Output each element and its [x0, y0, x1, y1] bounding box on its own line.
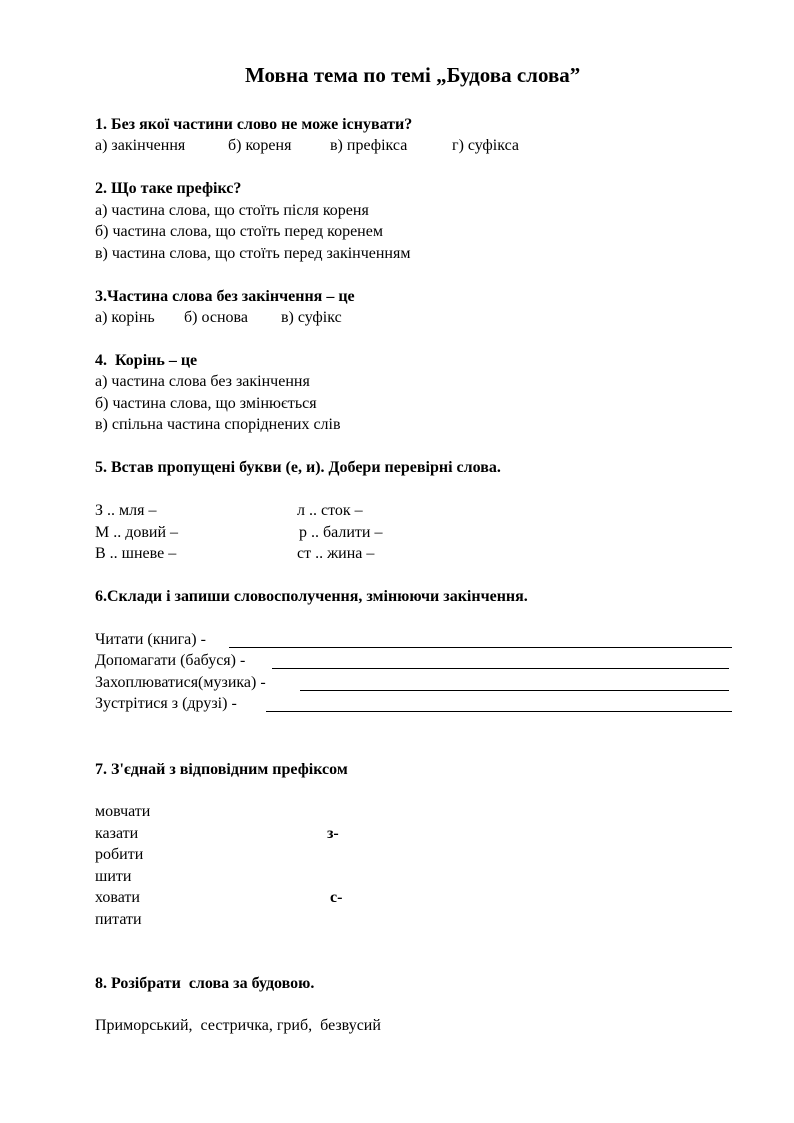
q1-option-b: б) кореня [228, 137, 292, 154]
q4-option-b: б) частина слова, що змінюється [95, 395, 317, 412]
q5-right-word: р .. балити – [299, 524, 383, 541]
q6-answer-line[interactable] [272, 668, 729, 669]
q3-option-b: б) основа [184, 309, 248, 326]
q8-question: 8. Розібрати слова за будовою. [95, 975, 315, 992]
q1-option-c: в) префікса [330, 137, 408, 154]
q6-line-label: Зустрітися з (друзі) - [95, 695, 237, 712]
q2-question: 2. Що таке префікс? [95, 180, 242, 197]
q6-line-label: Читати (книга) - [95, 631, 206, 648]
q5-right-word: ст .. жина – [297, 545, 375, 562]
q5-left-word: З .. мля – [95, 502, 157, 519]
q7-prefix: с- [330, 889, 343, 906]
q5-right-word: л .. сток – [297, 502, 363, 519]
q7-word: питати [95, 911, 142, 928]
q5-left-word: М .. довий – [95, 524, 179, 541]
q7-word: шити [95, 868, 132, 885]
q3-question: 3.Частина слова без закінчення – це [95, 288, 355, 305]
q3-option-c: в) суфікс [281, 309, 342, 326]
q3-option-a: а) корінь [95, 309, 155, 326]
q5-left-word: В .. шневе – [95, 545, 177, 562]
q4-option-c: в) спільна частина споріднених слів [95, 416, 341, 433]
q4-question: 4. Корінь – це [95, 352, 198, 369]
q2-option-a: а) частина слова, що стоїть після кореня [95, 202, 369, 219]
q6-question: 6.Склади і запиши словосполучення, змінюючи закінчення. [95, 588, 528, 605]
q1-option-a: а) закінчення [95, 137, 186, 154]
q7-word: мовчати [95, 803, 151, 820]
q2-option-b: б) частина слова, що стоїть перед коренем [95, 223, 383, 240]
q7-word: ховати [95, 889, 140, 906]
q7-prefix: з- [327, 825, 339, 842]
q8-words: Приморський, сестричка, гриб, безвусий [95, 1017, 381, 1034]
q7-question: 7. З'єднай з відповідним префіксом [95, 761, 348, 778]
q7-word: робити [95, 846, 144, 863]
q4-option-a: а) частина слова без закінчення [95, 373, 310, 390]
q6-answer-line[interactable] [300, 690, 729, 691]
q6-answer-line[interactable] [229, 647, 732, 648]
page-title: Мовна тема по темі „Будова слова” [245, 63, 581, 87]
q6-answer-line[interactable] [266, 711, 732, 712]
q5-question: 5. Встав пропущені букви (е, и). Добери перевірні слова. [95, 459, 501, 476]
q2-option-c: в) частина слова, що стоїть перед закінченням [95, 245, 411, 262]
q6-line-label: Захоплюватися(музика) - [95, 674, 266, 691]
q6-line-label: Допомагати (бабуся) - [95, 652, 246, 669]
q1-question: 1. Без якої частини слово не може існувати? [95, 116, 413, 133]
q1-option-d: г) суфікса [452, 137, 519, 154]
q7-word: казати [95, 825, 139, 842]
